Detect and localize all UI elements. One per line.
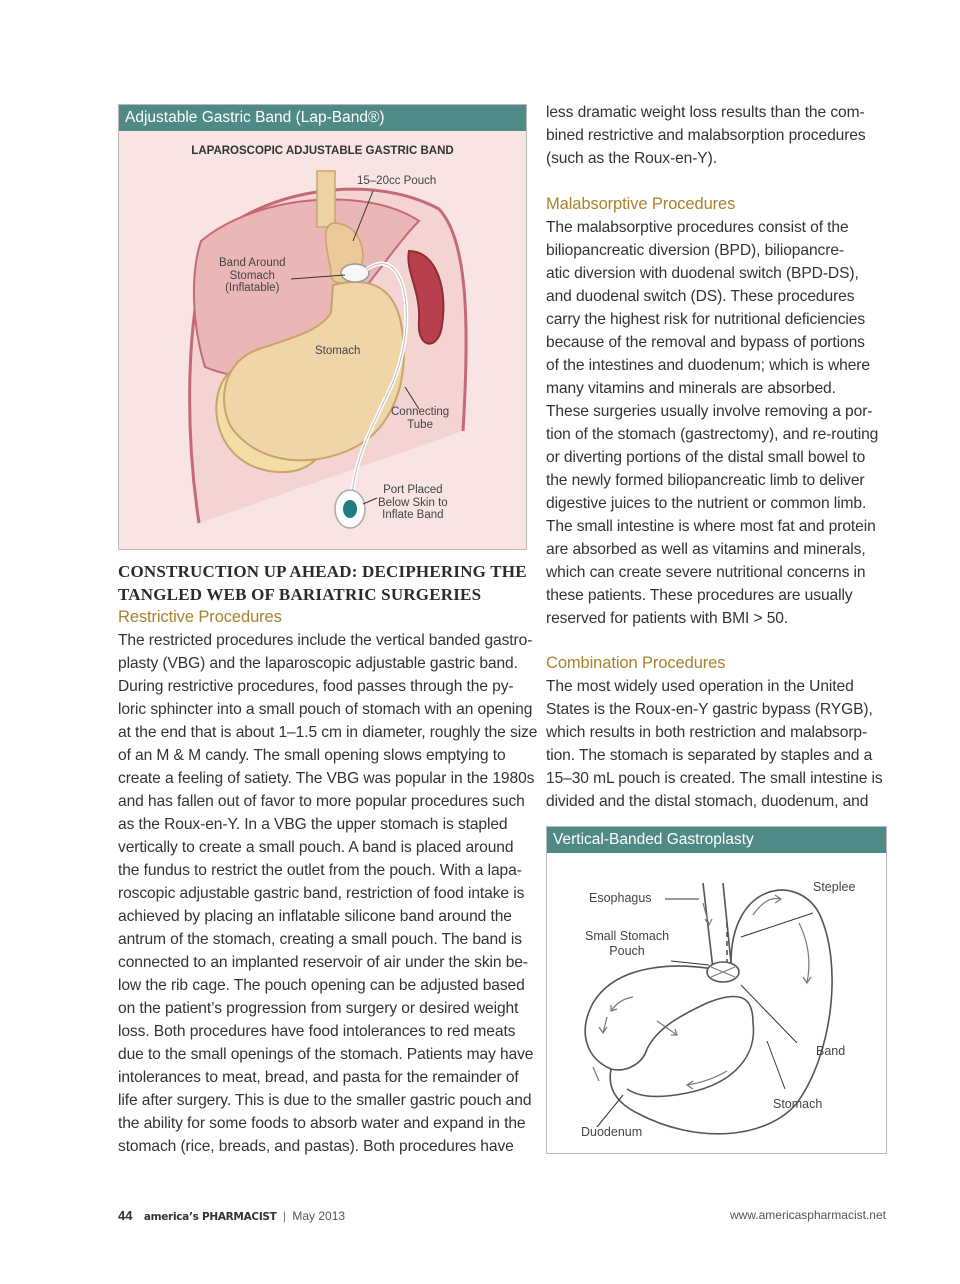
body-text-line: antrum of the stomach, creating a small pouch. The band is (118, 931, 522, 948)
body-text-line: the ability for some foods to absorb water and expand in the (118, 1115, 526, 1132)
body-text-line: connected to an implanted reservoir of air under the skin be- (118, 954, 528, 971)
body-text-line: low the rib cage. The pouch opening can be adjusted based (118, 977, 525, 994)
body-text-line: of the intestines and duodenum; which is where (546, 357, 870, 374)
body-text-line: roscopic adjustable gastric band, restriction of food intake is (118, 885, 525, 902)
footer-url: www.americaspharmacist.net (729, 1208, 886, 1222)
body-text-line: loric sphincter into a small pouch of stomach with an opening (118, 701, 533, 718)
malabsorptive-body (546, 216, 896, 630)
body-text-line: stomach (rice, breads, and pastas). Both procedures have (118, 1138, 514, 1155)
body-text-line: intolerances to meat, bread, and pasta for the remainder of (118, 1069, 519, 1086)
body-text-line: of an M & M candy. The small opening slows emptying to (118, 747, 506, 764)
body-text-line: biliopancreatic diversion (BPD), biliopancre- (546, 242, 844, 259)
body-text-line: life after surgery. This is due to the smaller gastric pouch and (118, 1092, 532, 1109)
body-text-line: on the patient’s progression from surgery or desired weight (118, 1000, 519, 1017)
body-text-line: bined restrictive and malabsorption procedures (546, 127, 866, 144)
right-column (546, 101, 896, 813)
footer-left (118, 1208, 345, 1223)
body-text-line: vertically to create a small pouch. A band is placed around (118, 839, 514, 856)
figure-lap-band (118, 104, 527, 550)
label-band: Band (816, 1044, 846, 1058)
label-duodenum: Duodenum (581, 1125, 643, 1139)
body-text-line: tion. The stomach is separated by staples and a (546, 747, 873, 764)
body-text-line: plasty (VBG) and the laparoscopic adjustable gastric band. (118, 655, 518, 672)
body-text-line: and has fallen out of favor to more popular procedures such (118, 793, 525, 810)
label-connecting-tube: Connecting Tube (391, 406, 450, 431)
magazine-name: america’s PHARMACIST (143, 1211, 277, 1223)
body-text-line: at the end that is about 1–1.5 cm in diameter, roughly the size (118, 724, 538, 741)
body-text-line: divided and the distal stomach, duodenum, and (546, 793, 869, 810)
body-text-line: The restricted procedures include the vertical banded gastro- (118, 632, 533, 649)
body-text-line: carry the highest risk for nutritional deficiencies (546, 311, 866, 328)
footer-separator: | (282, 1209, 287, 1223)
subhead-malabsorptive: Malabsorptive Procedures (546, 195, 736, 213)
subhead-restrictive: Restrictive Procedures (118, 608, 282, 626)
body-text-line: and duodenal switch (DS). These procedures (546, 288, 855, 305)
figure-lap-band-heading: LAPAROSCOPIC ADJUSTABLE GASTRIC BAND (191, 145, 454, 157)
figure-lap-band-title: Adjustable Gastric Band (Lap-Band®) (119, 105, 526, 131)
left-column (118, 560, 538, 1158)
body-text-line: States is the Roux-en-Y gastric bypass (RYGB), (546, 701, 873, 718)
body-text-line: digestive juices to the nutrient or common limb. (546, 495, 867, 512)
body-text-line: the newly formed biliopancreatic limb to deliver (546, 472, 865, 489)
body-text-line: The malabsorptive procedures consist of the (546, 219, 849, 236)
label-stomach: Stomach (773, 1097, 823, 1111)
body-text-line: many vitamins and minerals are absorbed. (546, 380, 836, 397)
label-stomach: Stomach (315, 345, 361, 357)
intro-body (546, 101, 896, 170)
body-text-line: (such as the Roux-en-Y). (546, 150, 717, 167)
body-text-line: the fundus to restrict the outlet from the pouch. With a lapa- (118, 862, 522, 879)
figure-vbg-title: Vertical-Banded Gastroplasty (547, 827, 886, 853)
body-text-line: which results in both restriction and malabsorp- (546, 724, 868, 741)
body-text-line: The most widely used operation in the United (546, 678, 854, 695)
label-esophagus: Esophagus (589, 891, 652, 905)
body-text-line: these patients. These procedures are usually (546, 587, 853, 604)
lap-band-illustration (119, 131, 526, 549)
body-text-line: as the Roux-en-Y. In a VBG the upper stomach is stapled (118, 816, 508, 833)
body-text-line: due to the small openings of the stomach. Patients may have (118, 1046, 534, 1063)
label-port: Port Placed Below Skin to Inflate Band (378, 484, 448, 521)
body-text-line: During restrictive procedures, food passes through the py- (118, 678, 514, 695)
restrictive-body (118, 629, 538, 1158)
article-headline: CONSTRUCTION UP AHEAD: DECIPHERING THE TANGLED WEB OF BARIATRIC SURGERIES (118, 562, 527, 604)
body-text-line: atic diversion with duodenal switch (BPD-DS), (546, 265, 859, 282)
body-text-line: reserved for patients with BMI > 50. (546, 610, 789, 627)
body-text-line: create a feeling of satiety. The VBG was popular in the 1980s (118, 770, 535, 787)
body-text-line: 15–30 mL pouch is created. The small intestine is (546, 770, 883, 787)
issue-date: May 2013 (292, 1209, 346, 1223)
body-text-line: because of the removal and bypass of portions (546, 334, 865, 351)
body-text-line: achieved by placing an inflatable silicone band around the (118, 908, 512, 925)
body-text-line: are absorbed as well as vitamins and minerals, (546, 541, 866, 558)
combination-body (546, 675, 896, 813)
body-text-line: loss. Both procedures have food intolerances to red meats (118, 1023, 516, 1040)
body-text-line: tion of the stomach (gastrectomy), and re-routing (546, 426, 879, 443)
subhead-combination: Combination Procedures (546, 654, 726, 672)
body-text-line: The small intestine is where most fat and protein (546, 518, 876, 535)
label-staples: Steplee (813, 880, 856, 894)
label-band: Band Around Stomach (Inflatable) (219, 257, 286, 294)
page-number: 44 (118, 1208, 133, 1223)
body-text-line: These surgeries usually involve removing a por- (546, 403, 873, 420)
figure-vbg (546, 826, 887, 1154)
label-small-stomach-pouch: Small Stomach Pouch (585, 929, 670, 958)
body-text-line: less dramatic weight loss results than the com- (546, 104, 865, 121)
body-text-line: which can create severe nutritional concerns in (546, 564, 866, 581)
body-text-line: or diverting portions of the distal small bowel to (546, 449, 866, 466)
label-pouch: 15–20cc Pouch (357, 175, 437, 187)
